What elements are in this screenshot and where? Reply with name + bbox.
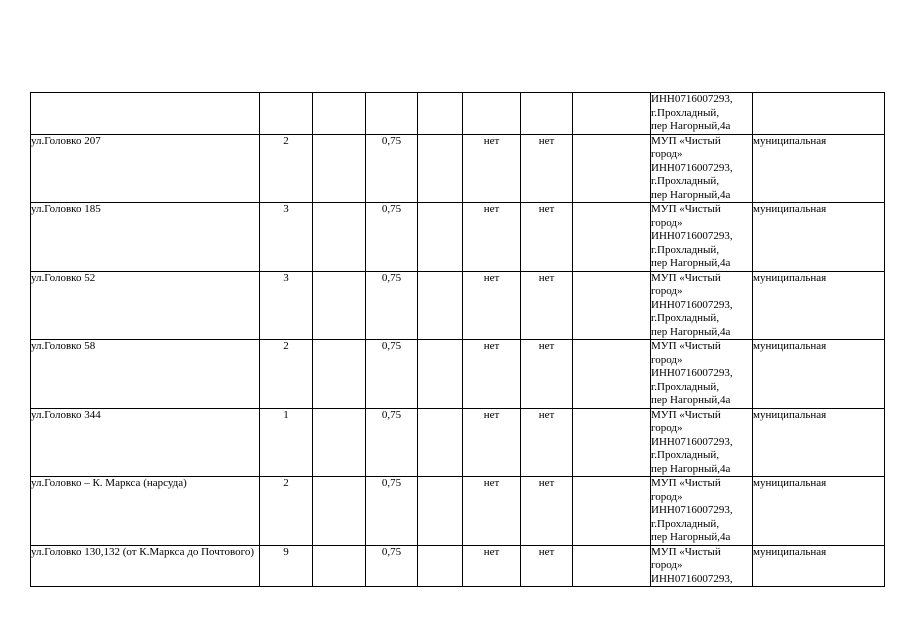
table-row <box>31 134 885 203</box>
org-line: пер Нагорный,4а <box>651 325 731 338</box>
table-row <box>31 408 885 477</box>
cell-address <box>31 477 260 546</box>
org-line: г.Прохладный, <box>651 312 720 324</box>
table-row <box>31 271 885 340</box>
flag1-text: нет <box>483 134 500 147</box>
cell-flag1 <box>463 340 521 409</box>
cell-organization <box>651 408 753 477</box>
org-line: город» <box>651 559 683 571</box>
flag1-text: нет <box>483 477 500 489</box>
cell-flag2 <box>521 340 573 409</box>
org-line: пер Нагорный,4а <box>651 257 731 269</box>
count-text: 3 <box>283 271 289 284</box>
cell-empty <box>418 93 463 135</box>
count-text: 1 <box>283 408 289 421</box>
cell-organization <box>651 203 753 272</box>
flag1-text: нет <box>483 545 500 558</box>
cell-ownership <box>753 93 885 135</box>
flag2-text: нет <box>538 545 555 558</box>
cell-ownership <box>753 545 885 587</box>
org-line: город» <box>651 422 683 434</box>
cell-ownership <box>753 340 885 409</box>
ownership-text: муниципальная <box>753 408 827 421</box>
org-line: г.Прохладный, <box>651 175 720 187</box>
org-line: пер Нагорный,4а <box>651 531 731 543</box>
cell-empty <box>573 340 651 409</box>
cell-empty <box>573 134 651 203</box>
count-text: 2 <box>283 477 289 489</box>
org-line: ИНН0716007293, <box>651 298 733 311</box>
cell-flag1 <box>463 477 521 546</box>
cell-empty <box>573 408 651 477</box>
org-line: пер Нагорный,4а <box>651 120 731 132</box>
volume-text: 0,75 <box>381 408 402 421</box>
flag1-text: нет <box>483 408 500 421</box>
flag1-text: нет <box>483 271 500 284</box>
cell-flag2 <box>521 408 573 477</box>
flag2-text: нет <box>538 477 555 489</box>
org-line: МУП «Чистый <box>651 271 721 284</box>
cell-empty <box>313 340 366 409</box>
org-line: город» <box>651 216 683 229</box>
count-text: 2 <box>283 134 289 147</box>
cell-empty <box>313 203 366 272</box>
org-line: г.Прохладный, <box>651 106 720 119</box>
org-line: город» <box>651 285 683 297</box>
org-line: ИНН0716007293, <box>651 93 733 105</box>
cell-empty <box>418 271 463 340</box>
org-line: пер Нагорный,4а <box>651 188 731 201</box>
address-text: ул.Головко 185 <box>31 203 101 215</box>
cell-organization <box>651 340 753 409</box>
table-row <box>31 545 885 587</box>
org-line: МУП «Чистый <box>651 477 721 489</box>
cell-flag1 <box>463 545 521 587</box>
flag1-text: нет <box>483 203 500 215</box>
cell-address <box>31 340 260 409</box>
cell-flag2 <box>521 545 573 587</box>
cell-ownership <box>753 408 885 477</box>
cell-organization <box>651 477 753 546</box>
cell-volume <box>366 203 418 272</box>
flag2-text: нет <box>538 203 555 215</box>
org-line: ИНН0716007293, <box>651 504 733 516</box>
address-text: ул.Головко 207 <box>31 134 101 147</box>
org-line: ИНН0716007293, <box>651 435 733 448</box>
cell-empty <box>418 545 463 587</box>
cell-empty <box>418 408 463 477</box>
volume-text: 0,75 <box>381 203 402 215</box>
org-line: МУП «Чистый <box>651 545 721 558</box>
volume-text: 0,75 <box>381 134 402 147</box>
org-line: МУП «Чистый <box>651 134 721 147</box>
flag2-text: нет <box>538 408 555 421</box>
cell-volume <box>366 408 418 477</box>
cell-count <box>260 203 313 272</box>
address-text: ул.Головко 52 <box>31 271 96 284</box>
volume-text: 0,75 <box>381 545 402 558</box>
cell-flag2 <box>521 134 573 203</box>
count-text: 3 <box>283 203 289 215</box>
flag1-text: нет <box>483 340 500 352</box>
cell-flag2 <box>521 271 573 340</box>
org-line: г.Прохладный, <box>651 517 720 530</box>
ownership-text: муниципальная <box>753 134 827 147</box>
volume-text: 0,75 <box>381 340 402 352</box>
cell-empty <box>313 134 366 203</box>
table-row <box>31 340 885 409</box>
count-text: 2 <box>283 340 289 352</box>
flag2-text: нет <box>538 271 555 284</box>
cell-volume <box>366 477 418 546</box>
table-row <box>31 477 885 546</box>
ownership-text: муниципальная <box>753 203 827 215</box>
cell-empty <box>313 93 366 135</box>
org-line: город» <box>651 148 683 160</box>
org-line: пер Нагорный,4а <box>651 462 731 475</box>
org-line: г.Прохладный, <box>651 380 720 393</box>
cell-empty <box>573 203 651 272</box>
container-site-register-table <box>30 92 885 587</box>
cell-address <box>31 271 260 340</box>
cell-organization <box>651 271 753 340</box>
org-line: МУП «Чистый <box>651 340 721 352</box>
cell-address <box>31 408 260 477</box>
cell-flag1 <box>463 408 521 477</box>
cell-empty <box>313 408 366 477</box>
org-line: пер Нагорный,4а <box>651 394 731 406</box>
flag2-text: нет <box>538 340 555 352</box>
cell-organization <box>651 134 753 203</box>
cell-count <box>260 477 313 546</box>
cell-count <box>260 134 313 203</box>
cell-organization <box>651 545 753 587</box>
org-line: город» <box>651 490 683 503</box>
cell-count <box>260 93 313 135</box>
ownership-text: муниципальная <box>753 545 827 558</box>
org-line: МУП «Чистый <box>651 203 721 215</box>
cell-volume <box>366 545 418 587</box>
cell-volume <box>366 134 418 203</box>
volume-text: 0,75 <box>381 477 402 489</box>
address-text: ул.Головко 344 <box>31 408 101 421</box>
org-line: МУП «Чистый <box>651 408 721 421</box>
cell-volume <box>366 271 418 340</box>
cell-empty <box>313 477 366 546</box>
ownership-text: муниципальная <box>753 477 827 489</box>
org-line: ИНН0716007293, <box>651 367 733 379</box>
cell-count <box>260 340 313 409</box>
cell-flag1 <box>463 134 521 203</box>
cell-flag1 <box>463 203 521 272</box>
cell-empty <box>418 203 463 272</box>
cell-volume <box>366 340 418 409</box>
cell-volume <box>366 93 418 135</box>
cell-ownership <box>753 203 885 272</box>
cell-empty <box>573 545 651 587</box>
cell-address <box>31 134 260 203</box>
flag2-text: нет <box>538 134 555 147</box>
cell-address <box>31 545 260 587</box>
cell-empty <box>418 477 463 546</box>
cell-organization <box>651 93 753 135</box>
ownership-text: муниципальная <box>753 340 827 352</box>
org-line: г.Прохладный, <box>651 243 720 256</box>
org-line: ИНН0716007293, <box>651 230 733 242</box>
cell-flag2 <box>521 93 573 135</box>
address-text: ул.Головко 58 <box>31 340 96 352</box>
cell-flag2 <box>521 203 573 272</box>
table-row <box>31 203 885 272</box>
cell-count <box>260 408 313 477</box>
cell-empty <box>418 134 463 203</box>
table-row-continuation <box>31 93 885 135</box>
org-line: ИНН0716007293, <box>651 161 733 174</box>
cell-flag1 <box>463 93 521 135</box>
org-line: город» <box>651 353 683 366</box>
cell-count <box>260 545 313 587</box>
cell-empty <box>573 271 651 340</box>
count-text: 9 <box>283 545 289 558</box>
cell-flag2 <box>521 477 573 546</box>
cell-empty <box>313 545 366 587</box>
ownership-text: муниципальная <box>753 271 827 284</box>
cell-address <box>31 93 260 135</box>
cell-ownership <box>753 271 885 340</box>
cell-empty <box>313 271 366 340</box>
cell-empty <box>573 477 651 546</box>
cell-count <box>260 271 313 340</box>
volume-text: 0,75 <box>381 271 402 284</box>
cell-ownership <box>753 134 885 203</box>
cell-empty <box>418 340 463 409</box>
cell-flag1 <box>463 271 521 340</box>
address-text: ул.Головко – К. Маркса (нарсуда) <box>31 477 187 489</box>
org-line: г.Прохладный, <box>651 449 720 461</box>
cell-empty <box>573 93 651 135</box>
cell-address <box>31 203 260 272</box>
org-line: ИНН0716007293, <box>651 572 733 585</box>
cell-ownership <box>753 477 885 546</box>
address-text: ул.Головко 130,132 (от К.Маркса до Почтового) <box>31 545 254 558</box>
